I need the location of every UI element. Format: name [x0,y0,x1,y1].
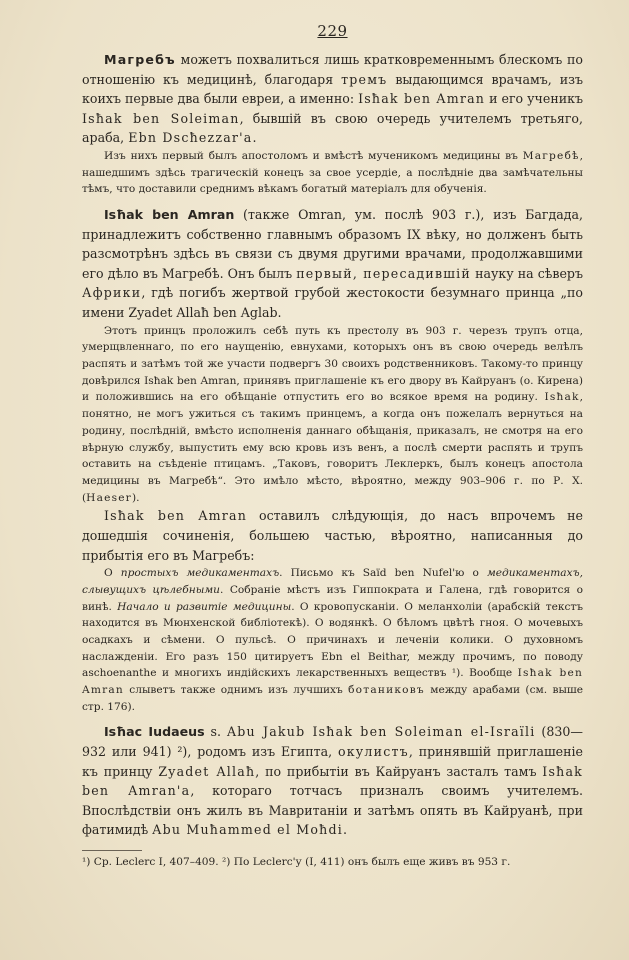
text-run: слыветъ также однимъ изъ лучшихъ [123,684,349,697]
text-run: Abu Jakub Isħak ben Soleiman el-Israïli [226,724,536,740]
text-run: ботаниковъ [348,684,425,697]
text-run: , гдѣ погибъ жертвой грубой жестокости безумнаго принца „по имени Zyadet Allaħ ben Aglab. [82,285,583,321]
text-run: науку на сѣверъ [471,265,583,281]
text-run: Африки [82,285,142,301]
text-run: простыхъ медикаментахъ [120,567,280,580]
footnote-list [82,855,583,870]
text-run: (также Omran, ум. послѣ 903 г.), изъ Багдада, принадлежитъ собственно главнымъ образомъ IX вѣку, но долженъ быть разсмотрѣнъ здѣсь въ связи съ двумя другими врачами, продолжавшими его дѣло въ Магребѣ. Онъ былъ [82,207,583,281]
text-run: выдающимся врачамъ, изъ коихъ первые два были евреи, а именно: [82,71,584,107]
text-run: s. [204,724,227,740]
text-run: Isħak ben Amran [82,667,583,697]
text-run: Isħac Iudaeus [104,724,205,740]
text-run: Isħak ben Amran [104,508,248,524]
footnote: ¹) Ср. Leclerc I, 407–409. ²) По Leclerc'у (I, 411) онъ былъ еще живъ въ 953 г. [82,856,511,869]
text-run: Isħak [544,391,580,404]
text-run: . Собраніе мѣстъ изъ Гиппократа и Галена, гдѣ говорится о винѣ. [82,583,583,613]
text-run: . Письмо къ Saïd ben Nufel'ю о [279,567,487,580]
text-run: Этотъ принцъ проложилъ себѣ путь къ престолу въ 903 г. черезъ трупъ отца, умерщвленнаго, по его наущенію, евнухами, которыхъ онъ въ свою очередь велѣлъ распять и затѣмъ той же участи подвергъ 30 своихъ родственниковъ. Такому-то принцу довѣрился Isħak ben Amran, принявъ приглашеніе къ его двору въ Кайруанъ (о. Кирена) и положившись на его обѣщаніе отпустить его во всякое время на родину. [82,324,583,404]
paragraph [82,323,583,507]
text-run: . [342,822,347,838]
paragraph [82,565,583,715]
footnote-divider [82,850,142,851]
text-run: тремъ [341,71,388,87]
body-text [82,50,583,840]
text-run: Магребъ [104,52,176,67]
text-run: , понятно, не могъ ужиться съ такимъ принцемъ, а когда онъ пожелалъ вернуться на родину, послѣдній, вмѣсто исполненія даннаго обѣщанія, приказалъ, не смотря на его вѣрную службу, выпустить ему всю кровь изъ венъ, а послѣ смерти распять и трупъ оставить на съѣденіе птицамъ. „Таковъ, говоритъ Леклеркъ, былъ конецъ апостола медицины въ Магребѣ“. Это имѣло мѣсто, вѣроятно, между 903–906 г. по Р. Х. ( [82,391,583,504]
text-run: оставилъ слѣдующія, до насъ впрочемъ не дошедшія сочиненія, большею частью, вѣроятно, написанныя до прибытія его въ Магребъ: [82,508,584,563]
text-run: можетъ похвалиться лишь кратковременнымъ блескомъ по отношенію къ медицинѣ, благодаря [82,52,583,87]
text-run: Начало и развитіе медицины [117,600,292,613]
footnotes [82,850,583,870]
text-run: окулистъ [337,744,409,760]
paragraph [82,722,583,840]
text-run: (830—932 или 941) ²), родомъ изъ Египта, [82,724,583,760]
text-run: , бывшій въ свою очередь учителемъ третьяго, араба, [82,110,584,146]
text-run: Zyadet Allaħ [158,763,256,779]
text-run: , котораго тотчасъ призналъ своимъ учителемъ. Впослѣдствіи онъ жилъ въ Мавританіи и затѣмъ опять въ Кайруанѣ, при фатимидѣ [82,783,583,838]
text-run: . О кровопусканіи. О меланхоліи (арабскій текстъ находится въ Мюнхенской библіотекѣ). О водянкѣ. О бѣломъ цвѣтѣ гноя. О мочевыхъ осадкахъ и сѣмени. О пульсѣ. О причинахъ и леченіи колики. О духовномъ наслажденіи. Его разъ 150 цитируетъ Ebn el Beithar, между прочимъ, по поводу aschoenanthe и многихъ индійскихъ лекарственныхъ веществъ ¹). Вообще [82,600,583,680]
text-run: , по прибытіи въ Кайруанъ засталъ тамъ [255,763,543,779]
text-run: , принявшій приглашеніе къ принцу [82,744,583,779]
text-run: первый, пересадившій [296,265,471,281]
text-run: , нашедшимъ здѣсь трагическій конецъ за свое усердіе, а послѣдніе два замѣчательны тѣмъ, что доставили среднимъ вѣкамъ богатый матеріалъ для обученія. [82,149,583,196]
paragraph [82,148,583,198]
text-run: О [104,567,121,580]
text-run: медикаментахъ, слывущихъ цѣлебными [82,567,583,596]
text-run: Isħak ben Amran [358,91,486,107]
text-run: и его ученикъ [485,91,584,107]
paragraph [82,506,583,565]
paragraph [82,205,583,323]
page-number: 229 [317,22,348,40]
text-run: . [252,130,257,146]
paragraph [82,50,583,148]
text-run: Ebn Dscħezzar'a [128,130,253,146]
text-run: Изъ нихъ первый былъ апостоломъ и вмѣстѣ мученикомъ медицины въ [104,149,523,162]
text-run: Магребѣ [522,149,580,162]
text-run: между арабами (см. выше стр. 176). [82,684,584,713]
text-run: Abu Muħammed el Moħdi [152,822,343,838]
text-run: ). [131,491,140,504]
text-run: Isħak ben Amran'a [82,763,583,799]
text-run: Haeser [86,491,132,504]
text-run: Isħak ben Soleiman [82,110,240,126]
text-run: Isħak ben Amran [104,207,235,223]
